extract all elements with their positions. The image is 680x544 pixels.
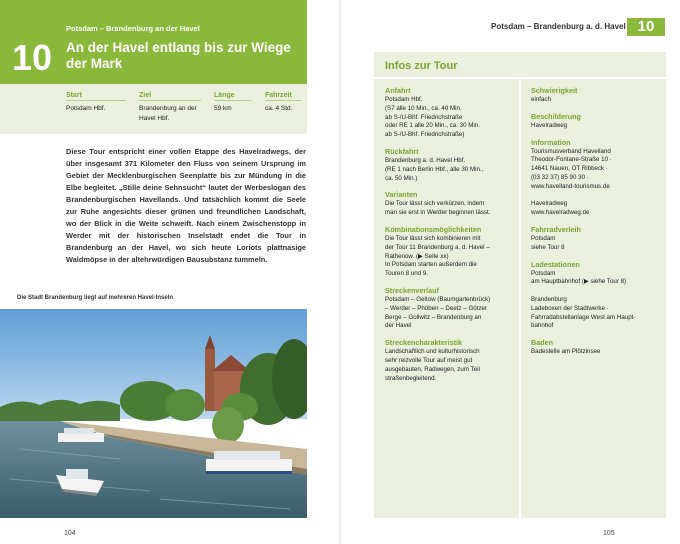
section-text: Havelradweg bbox=[531, 121, 568, 129]
fact-laenge-label: Länge bbox=[214, 92, 252, 101]
info-section-streckenverlauf bbox=[385, 286, 515, 331]
section-text: einfach bbox=[531, 96, 551, 103]
section-heading: Fahrradverleih bbox=[531, 224, 581, 234]
tour-number-tab: 10 bbox=[627, 18, 665, 36]
info-section-varianten bbox=[385, 190, 515, 218]
section-heading: Baden bbox=[531, 338, 553, 348]
section-heading: Kombinationsmöglichkeiten bbox=[385, 224, 482, 234]
photo-caption: Die Stadt Brandenburg liegt auf mehreren Havel-Inseln bbox=[17, 295, 174, 301]
info-section-schwierigkeit bbox=[531, 86, 661, 105]
section-text: Brandenburg a. d. Havel Hbf. (RE 1 nach Berlin Hbf., alle 30 Min., ca. 50 Min.) bbox=[385, 156, 484, 182]
page-number-left: 104 bbox=[64, 530, 76, 537]
section-text: Potsdam Hbf. (S7 alle 10 Min., ca. 40 Min. ab S-/U-Bhf. Friedrichstraße oder RE 1 alle 20 Min., ca. 30 Min. ab S-/U-Bhf. Friedrichstraße) bbox=[385, 96, 480, 139]
info-section-information bbox=[531, 138, 661, 218]
section-text: Tourismusverband Havelland Theodor-Fontane-Straße 10 · 14641 Nauen, OT Ribbeck · (03 32 37) 85 90 30 · www.havelland-tourismus.de Havelradweg www.havelradweg.de bbox=[531, 147, 612, 217]
info-section-baden bbox=[531, 338, 661, 357]
fact-start-value: Potsdam Hbf. bbox=[66, 105, 106, 112]
section-text: Die Tour lässt sich verkürzen, indem man sie erst in Werder beginnen lässt. bbox=[385, 200, 491, 217]
info-section-charakteristik bbox=[385, 338, 515, 383]
book-gutter bbox=[339, 0, 341, 544]
section-heading: Anfahrt bbox=[385, 86, 411, 95]
page-number-right: 105 bbox=[603, 530, 615, 537]
fact-start-label: Start bbox=[66, 92, 126, 101]
tour-number: 10 bbox=[12, 37, 53, 78]
section-heading: Information bbox=[531, 137, 571, 147]
region-label: Potsdam – Brandenburg an der Havel bbox=[66, 24, 200, 33]
fact-ziel-value: Brandenburg an der Havel Hbf. bbox=[139, 105, 197, 122]
section-text: Potsdam siehe Tour 8 bbox=[531, 234, 565, 251]
section-heading: Streckenverlauf bbox=[385, 285, 439, 295]
section-heading: Rückfahrt bbox=[385, 146, 419, 156]
section-heading: Beschilderung bbox=[531, 111, 581, 121]
info-section-rueckfahrt bbox=[385, 147, 515, 183]
info-box-divider bbox=[519, 79, 521, 518]
section-text: Die Tour lässt sich kombinieren mit der Tour 11 Brandenburg a. d. Havel – Rathenow. (▶ Seite xx) In Potsdam starten außerdem die Touren 8 und 9. bbox=[385, 234, 490, 278]
fact-fahrzeit-label: Fahrzeit bbox=[265, 92, 301, 101]
fact-laenge bbox=[214, 92, 252, 114]
fact-laenge-value: 59 km bbox=[214, 105, 232, 112]
section-text: Badestelle am Plötzinsee bbox=[531, 348, 601, 356]
fact-ziel bbox=[139, 92, 201, 124]
tour-header bbox=[0, 0, 307, 84]
intro-text: Diese Tour entspricht einer vollen Etappe des Havelradwegs, der über insgesamt 371 Kilometer den Fluss von seinem Ursprung im Gebiet der Mecklenburgischen Seenplatte bis zur Mündung in die Elbe begleitet. „Stille deine Sehnsucht“ lautet der Werbeslogan des Brandenburgischen Havellands. Und tatsächlich kommt die Seele zur Ruhe angesichts dieser grünen und freundlichen Landschaft, wo der Blick in die Weite schweift. Nach einem Zwischenstopp in Werder mit der historischen Inselstadt endet die Tour in Brandenburg an der Havel, wo sich heute Loriots plattnasige Waldmöpse in der altehrwürdigen Bausubstanz tummeln. bbox=[66, 147, 306, 264]
fact-start bbox=[66, 92, 126, 114]
tour-title: An der Havel entlang bis zur Wiege der Mark bbox=[66, 40, 291, 71]
section-heading: Varianten bbox=[385, 190, 418, 200]
info-section-beschilderung bbox=[531, 112, 661, 131]
info-section-ladestationen bbox=[531, 260, 661, 332]
section-text: Landschaftlich und kulturhistorisch sehr reizvolle Tour auf meist gut ausgebauten, Radwegen, zum Teil straßenbegleitend. bbox=[385, 348, 480, 382]
info-section-fahrradverleih bbox=[531, 225, 661, 253]
info-section-kombination bbox=[385, 225, 515, 279]
running-head: Potsdam – Brandenburg a. d. Havel bbox=[491, 22, 626, 31]
section-text: Potsdam – Geltow (Baumgartenbrück) – Werder – Phöben – Deetz – Götzer Berge – Gollwitz – Brandenburg an der Havel bbox=[385, 295, 491, 330]
section-heading: Schwierigkeit bbox=[531, 86, 578, 95]
section-heading: Ladestationen bbox=[531, 259, 580, 269]
fact-ziel-label: Ziel bbox=[139, 92, 201, 101]
fact-fahrzeit bbox=[265, 92, 301, 114]
fact-fahrzeit-value: ca. 4 Std. bbox=[265, 105, 293, 112]
section-heading: Streckencharakteristik bbox=[385, 338, 463, 348]
info-column-right bbox=[531, 86, 661, 364]
info-box-title: Infos zur Tour bbox=[385, 60, 458, 72]
tour-facts bbox=[0, 84, 307, 134]
section-text: Potsdam am Hauptbahnhof (▶ siehe Tour 8) Brandenburg Ladeboxen der Stadtwerke · Fahrradabstellanlage West am Haupt- bahnhof bbox=[531, 269, 636, 330]
brandenburg-havel-photo bbox=[0, 309, 307, 518]
info-section-anfahrt bbox=[385, 86, 515, 140]
info-column-left bbox=[385, 86, 515, 390]
